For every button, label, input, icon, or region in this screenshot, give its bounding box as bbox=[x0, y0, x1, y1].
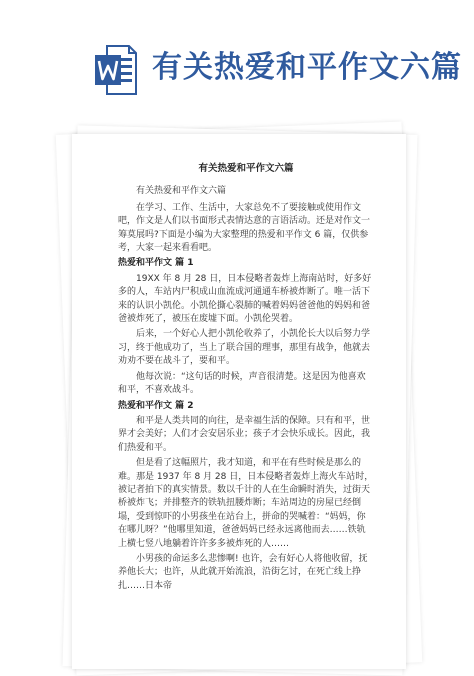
banner bbox=[0, 0, 474, 118]
paragraph: 但是看了这幅照片，我才知道，和平在有些时候是那么的难。那是 1937 年 8 月 28 日，日本侵略者轰炸上海火车站时，被记者拍下的真实情景。数以千计的人在生命瞬时消失，过街天桥被炸飞；并排整齐的铁轨扭腰炸断；车站周边的房屋已经倒塌，受到惊吓的小男孩坐在站台上，拼命的哭喊着：“妈妈，你在哪儿呀？”他哪里知道，爸爸妈妈已经永远离他而去……铁轨上横七竖八地躺着许许多多被炸死的人…… bbox=[118, 458, 374, 549]
paragraph: 后来，一个好心人把小凯伦收养了，小凯伦长大以后努力学习，终于他成功了，当上了联合国的理事，那里有战争，他就去劝劝不要在战斗了，要和平。 bbox=[118, 329, 371, 367]
section-heading: 热爱和平作文 篇 1 bbox=[118, 258, 194, 269]
paragraph: 19XX 年 8 月 28 日，日本侵略者轰炸上海南站时，好多好多的人，车站内尸积成山血流成河通通车桥被炸断了。唯一活下来的认识小凯伦。小凯伦撕心裂肺的喊着妈妈爸爸他的妈妈和爸爸被炸死了，被压在废墟下面。小凯伦哭着。 bbox=[118, 273, 372, 325]
paragraph: 小男孩的命运多么悲惨啊! 也许，会有好心人将他收留，抚养他长大；也许，从此就开始流浪，沿街乞讨，在死亡线上挣扎……日本帝 bbox=[118, 553, 368, 591]
banner-title: 有关热爱和平作文六篇 bbox=[152, 50, 462, 85]
document-subtitle: 有关热爱和平作文六篇 bbox=[136, 186, 227, 197]
paragraph: 在学习、工作、生活中，大家总免不了要接触或使用作文吧，作文是人们以书面形式表情达意的言语活动。还是对作文一筹莫展吗?下面是小编为大家整理的热爱和平作文 6 篇，仅供参考，大家一起来看看吧。 bbox=[118, 202, 371, 254]
word-doc-icon bbox=[95, 44, 137, 96]
section-heading: 热爱和平作文 篇 2 bbox=[118, 400, 194, 411]
document-body bbox=[118, 162, 374, 595]
paragraph: 他每次说：“这句话的时候，声音很清楚。这是因为他喜欢和平，不喜欢战斗。 bbox=[118, 371, 366, 396]
paragraph: 和平是人类共同的向往，是幸福生活的保障。只有和平，世界才会美好；人们才会安居乐业；孩子才会快乐成长。因此，我们热爱和平。 bbox=[118, 415, 371, 453]
document-page bbox=[72, 134, 406, 669]
document-title: 有关热爱和平作文六篇 bbox=[198, 163, 294, 174]
